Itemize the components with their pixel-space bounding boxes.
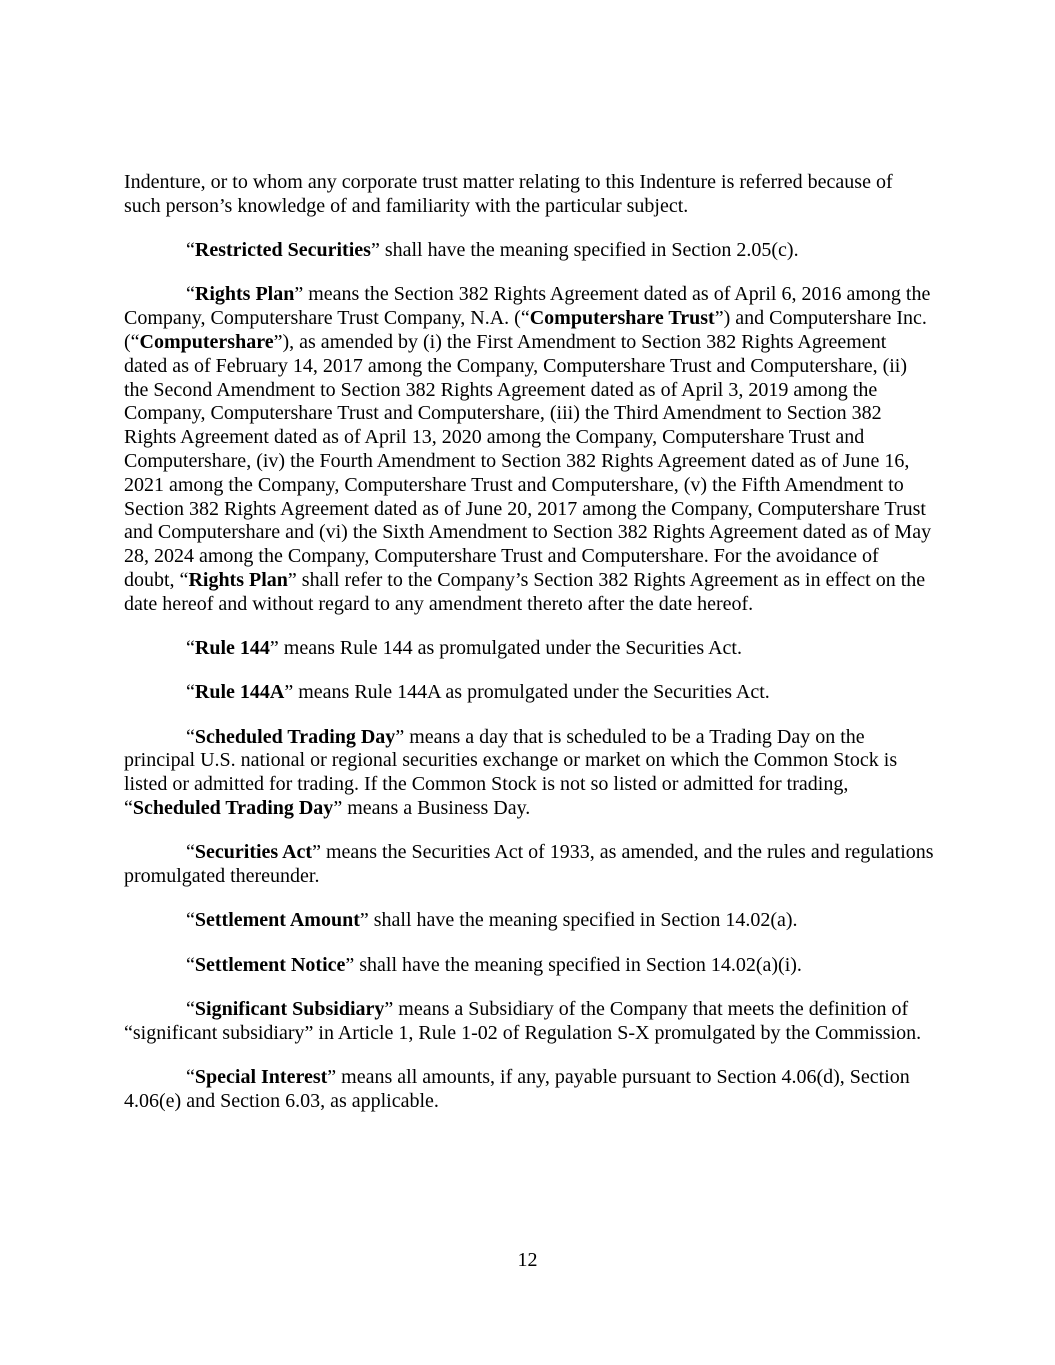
defined-term: Scheduled Trading Day — [132, 797, 334, 820]
page-number: 12 — [517, 1249, 538, 1271]
defined-term: Special Interest — [194, 1066, 328, 1089]
document-body — [124, 171, 934, 1134]
definition-settlement-amount: “Settlement Amount” shall have the meaning specified in Section 14.02(a). — [186, 909, 798, 932]
defined-term: Rule 144 — [194, 637, 270, 660]
definition-securities-act: “Securities Act” means the Securities Act of 1933, as amended, and the rules and regulations promulgated thereunder. — [124, 841, 934, 888]
paragraph-indenture-continuation: Indenture, or to whom any corporate trust matter relating to this Indenture is referred because of such person’s knowledge of and familiarity with the particular subject. — [124, 171, 893, 217]
definition-settlement-notice: “Settlement Notice” shall have the meaning specified in Section 14.02(a)(i). — [186, 953, 802, 976]
defined-term: Settlement Notice — [194, 953, 346, 976]
defined-term: Computershare Trust — [529, 307, 715, 330]
defined-term: Significant Subsidiary — [194, 998, 385, 1021]
definition-significant-subsidiary: “Significant Subsidiary” means a Subsidiary of the Company that meets the definition of “significant subsidiary” in Article 1, Rule 1-02 of Regulation S-X promulgated by the Commission. — [124, 998, 922, 1044]
definition-rule-144: “Rule 144” means Rule 144 as promulgated under the Securities Act. — [186, 637, 742, 660]
defined-term: Rule 144A — [194, 681, 285, 704]
defined-term: Scheduled Trading Day — [194, 725, 396, 748]
defined-term: Securities Act — [194, 841, 313, 864]
definition-rights-plan: “Rights Plan” means the Section 382 Rights Agreement dated as of April 6, 2016 among the Company, Computershare Trust Company, N.A. (“Computershare Trust”) and Computershare Inc. (“Computershare”), as amended by (i) the First Amendment to Section 382 Rights Agreement dated as of February 14, 2017 among the Company, Computershare Trust and Computershare, (ii) the Second Amendment to Section 382 Rights Agreement dated as of April 3, 2019 among the Company, Computershare Trust and Computershare, (iii) the Third Amendment to Section 382 Rights Agreement dated as of April 13, 2020 among the Company, Computershare Trust and Computershare, (iv) the Fourth Amendment to Section 382 Rights Agreement dated as of June 16, 2021 among the Company, Computershare Trust and Computershare, (v) the Fifth Amendment to Section 382 Rights Agreement dated as of June 20, 2017 among the Company, Computershare Trust and Computershare and (vi) the Sixth Amendment to Section 382 Rights Agreement dated as of May 28, 2024 among the Company, Computershare Trust and Computershare. For the avoidance of doubt, “Rights Plan” shall refer to the Company’s Section 382 Rights Agreement as in effect on the date hereof and without regard to any amendment thereto after the date hereof. — [124, 283, 932, 615]
defined-term: Restricted Securities — [194, 239, 371, 262]
definition-restricted-securities: “Restricted Securities” shall have the meaning specified in Section 2.05(c). — [186, 239, 799, 262]
defined-term: Settlement Amount — [194, 909, 360, 932]
definition-special-interest: “Special Interest” means all amounts, if any, payable pursuant to Section 4.06(d), Section 4.06(e) and Section 6.03, as applicable. — [124, 1066, 910, 1112]
definition-scheduled-trading-day: “Scheduled Trading Day” means a day that is scheduled to be a Trading Day on the principal U.S. national or regional securities exchange or market on which the Common Stock is listed or admitted for trading. If the Common Stock is not so listed or admitted for trading, “Scheduled Trading Day” means a Business Day. — [124, 725, 898, 820]
defined-term: Rights Plan — [188, 568, 288, 591]
defined-term: Computershare — [139, 330, 274, 353]
definition-rule-144a: “Rule 144A” means Rule 144A as promulgated under the Securities Act. — [186, 681, 770, 704]
defined-term: Rights Plan — [194, 283, 295, 306]
